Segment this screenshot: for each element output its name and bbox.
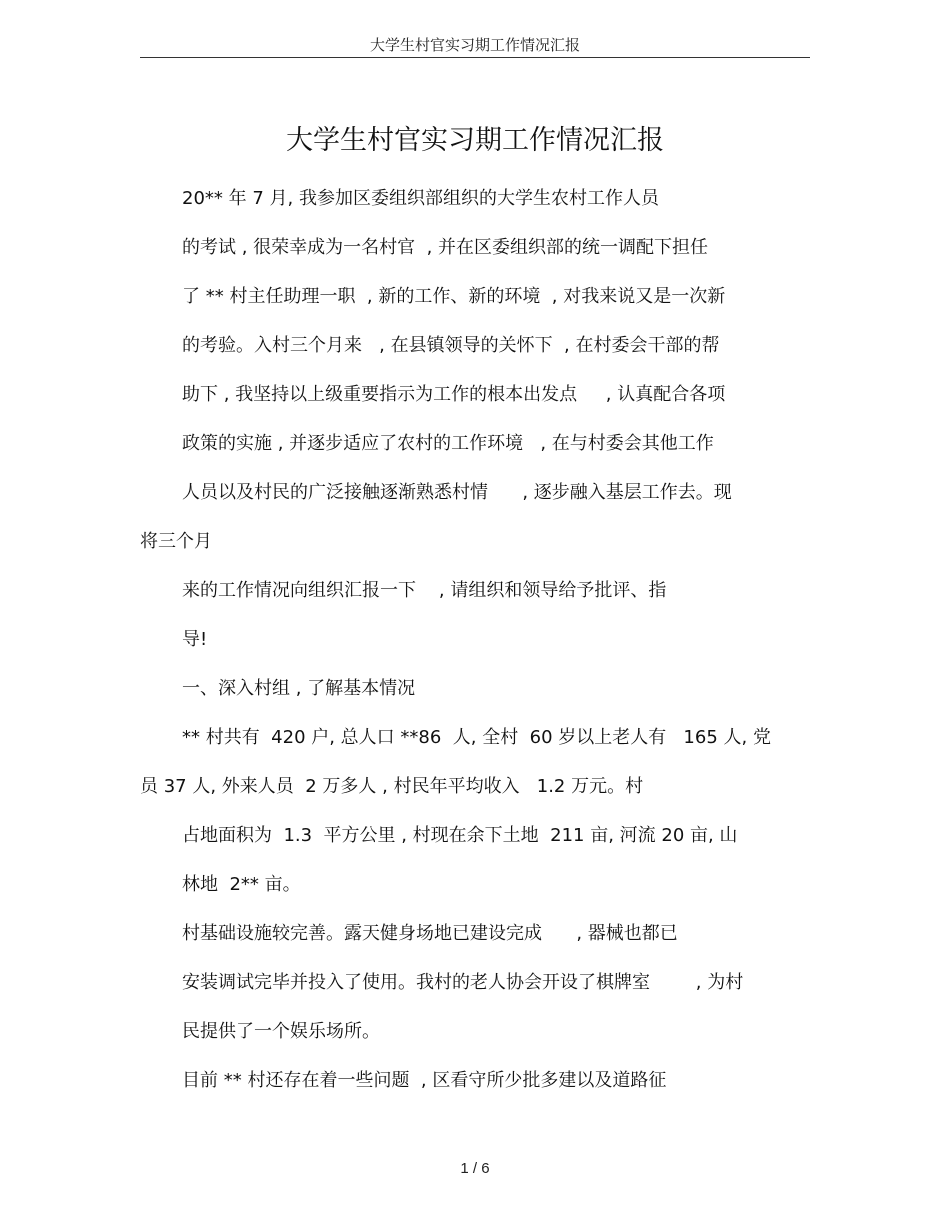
paragraph-line: 林地 2** 亩。: [182, 874, 301, 895]
paragraph-line: 村基础设施较完善。露天健身场地已建设完成 , 器械也都已: [182, 923, 678, 944]
running-header: 大学生村官实习期工作情况汇报: [369, 36, 580, 54]
page-number: 1 / 6: [460, 1160, 490, 1177]
paragraph-line: 员 37 人, 外来人员 2 万多人 , 村民年平均收入 1.2 万元。村: [140, 776, 644, 797]
header-divider: [140, 57, 810, 58]
paragraph-line: 20** 年 7 月, 我参加区委组织部组织的大学生农村工作人员: [182, 188, 659, 209]
paragraph-line: 目前 ** 村还存在着一些问题 , 区看守所少批多建以及道路征: [182, 1070, 667, 1091]
section-heading: 一、深入村组 , 了解基本情况: [182, 678, 416, 699]
paragraph-line: 安装调试完毕并投入了使用。我村的老人协会开设了棋牌室 , 为村: [182, 972, 744, 993]
paragraph-line: 政策的实施 , 并逐步适应了农村的工作环境 , 在与村委会其他工作: [182, 433, 714, 454]
paragraph-line: 的考验。入村三个月来 , 在县镇领导的关怀下 , 在村委会干部的帮: [182, 335, 720, 356]
paragraph-line: 人员以及村民的广泛接触逐渐熟悉村情 , 逐步融入基层工作去。现: [182, 482, 732, 503]
paragraph-line: ** 村共有 420 户, 总人口 **86 人, 全村 60 岁以上老人有 165 人, 党: [182, 727, 771, 748]
paragraph-line: 助下 , 我坚持以上级重要指示为工作的根本出发点 , 认真配合各项: [182, 384, 726, 405]
paragraph-line: 占地面积为 1.3 平方公里 , 村现在余下土地 211 亩, 河流 20 亩, 山: [182, 825, 738, 846]
paragraph-line: 了 ** 村主任助理一职 , 新的工作、新的环境 , 对我来说又是一次新: [182, 286, 726, 307]
paragraph-line: 将三个月: [140, 531, 212, 552]
paragraph-line: 民提供了一个娱乐场所。: [182, 1021, 380, 1042]
paragraph-line: 来的工作情况向组织汇报一下 , 请组织和领导给予批评、指: [182, 580, 667, 601]
document-title: 大学生村官实习期工作情况汇报: [286, 125, 664, 156]
paragraph-line: 导!: [182, 629, 208, 650]
paragraph-line: 的考试 , 很荣幸成为一名村官 , 并在区委组织部的统一调配下担任: [182, 237, 709, 258]
